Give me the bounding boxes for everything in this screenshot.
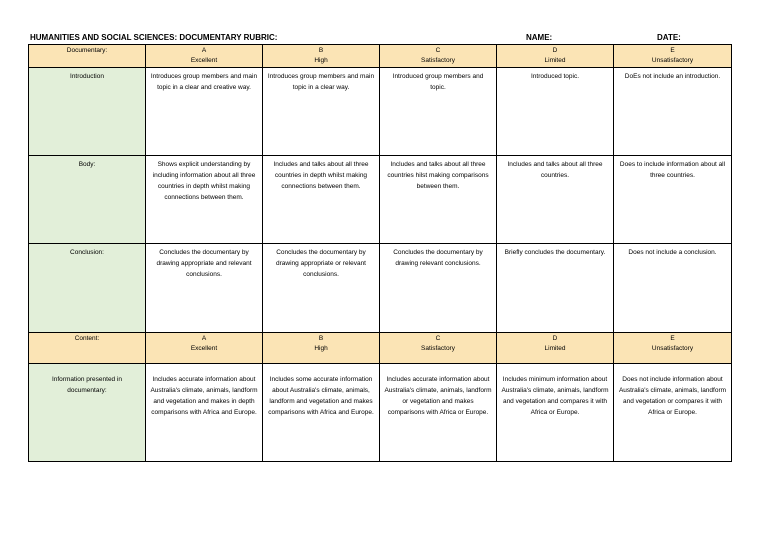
grade-header-cell: A Excellent: [146, 333, 263, 364]
grade-header-cell: A Excellent: [146, 45, 263, 68]
grade-header-row: [29, 45, 732, 68]
criterion-label: Introduction: [29, 68, 146, 156]
date-label: DATE:: [657, 33, 681, 42]
criterion-label: Conclusion:: [29, 244, 146, 333]
criterion-cell: DoEs not include an introduction.: [614, 68, 732, 156]
criterion-cell: Includes and talks about all three countries hilst making comparisons between them.: [380, 156, 497, 244]
rubric-row-body: [29, 156, 732, 244]
rubric-title: HUMANITIES AND SOCIAL SCIENCES: DOCUMENTARY RUBRIC:: [30, 33, 278, 42]
criterion-cell: Shows explicit understanding by including information about all three countries in depth whilst making connections between them.: [146, 156, 263, 244]
criterion-cell: Includes some accurate information about Australia's climate, animals, landform and vegetation and makes comparisons with Africa and Europe.: [263, 364, 380, 462]
criterion-cell: Includes and talks about all three countries in depth whilst making connections between them.: [263, 156, 380, 244]
grade-header-cell: B High: [263, 45, 380, 68]
criterion-cell: Includes accurate information about Australia's climate, animals, landform or vegetation and makes comparisons with Africa or Europe.: [380, 364, 497, 462]
criterion-cell: Introduced topic.: [497, 68, 614, 156]
section-label-content: Content:: [29, 333, 146, 364]
criterion-cell: Introduced group members and topic.: [380, 68, 497, 156]
criterion-cell: Introduces group members and main topic in a clear and creative way.: [146, 68, 263, 156]
criterion-cell: Includes accurate information about Australia's climate, animals, landform and vegetation and makes in depth comparisons with Africa and Europe.: [146, 364, 263, 462]
criterion-label: Information presented in documentary:: [29, 364, 146, 462]
grade-header-cell: C Satisfactory: [380, 333, 497, 364]
grade-header-cell: C Satisfactory: [380, 45, 497, 68]
criterion-cell: Does not include information about Australia's climate, animals, landform and vegetation or compares it with Africa or Europe.: [614, 364, 732, 462]
rubric-row-conclusion: [29, 244, 732, 333]
criterion-cell: Includes minimum information about Australia's climate, animals, landform and vegetation and compares it with Africa or Europe.: [497, 364, 614, 462]
criterion-cell: Concludes the documentary by drawing appropriate and relevant conclusions.: [146, 244, 263, 333]
criterion-cell: Concludes the documentary by drawing appropriate or relevant conclusions.: [263, 244, 380, 333]
criterion-cell: Includes and talks about all three countries.: [497, 156, 614, 244]
section-label-documentary: Documentary:: [29, 45, 146, 68]
grade-header-cell: D Limited: [497, 333, 614, 364]
criterion-cell: Introduces group members and main topic in a clear way.: [263, 68, 380, 156]
grade-header-cell: E Unsatisfactory: [614, 45, 732, 68]
criterion-cell: Does to include information about all three countries.: [614, 156, 732, 244]
rubric-row-information: [29, 364, 732, 462]
criterion-label: Body:: [29, 156, 146, 244]
criterion-cell: Does not include a conclusion.: [614, 244, 732, 333]
grade-header-cell: B High: [263, 333, 380, 364]
grade-header-row: [29, 333, 732, 364]
rubric-row-introduction: [29, 68, 732, 156]
grade-header-cell: E Unsatisfactory: [614, 333, 732, 364]
name-label: NAME:: [526, 33, 553, 42]
grade-header-cell: D Limited: [497, 45, 614, 68]
criterion-cell: Concludes the documentary by drawing relevant conclusions.: [380, 244, 497, 333]
criterion-cell: Briefly concludes the documentary.: [497, 244, 614, 333]
rubric-table: [28, 44, 732, 462]
